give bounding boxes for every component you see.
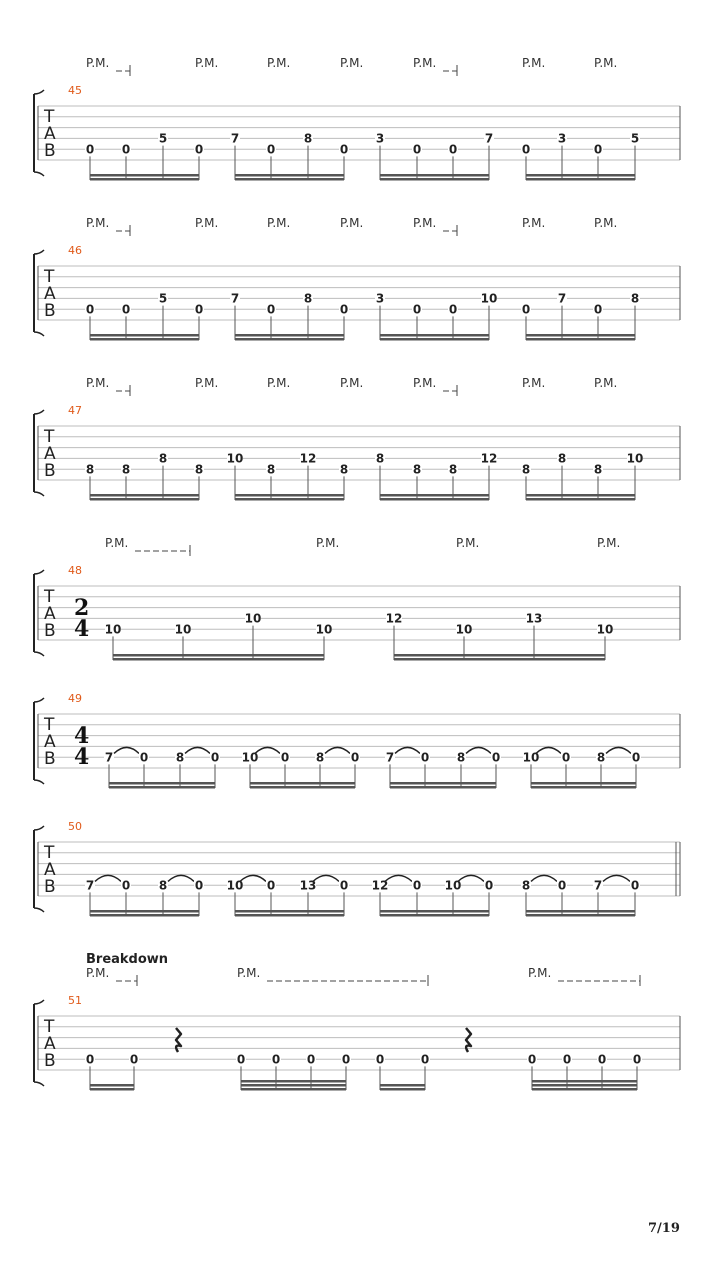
fret-number: 0 xyxy=(194,302,204,317)
fret-number: 10 xyxy=(226,451,244,466)
fret-number: 8 xyxy=(175,750,185,765)
fret-number: 0 xyxy=(121,142,131,157)
beam xyxy=(90,498,199,501)
tab-clef-letter: B xyxy=(44,141,56,161)
bracket-bottom-hook xyxy=(34,492,44,496)
beam xyxy=(250,782,355,785)
tab-clef-letter: T xyxy=(44,107,55,127)
tie-arc xyxy=(240,875,266,881)
fret-number: 0 xyxy=(375,1052,385,1067)
fret-number: 5 xyxy=(158,131,168,146)
fret-number: 3 xyxy=(557,131,567,146)
section-label: Breakdown xyxy=(86,952,169,967)
fret-number: 13 xyxy=(525,611,543,626)
time-signature-bottom: 4 xyxy=(74,616,90,642)
fret-number: 7 xyxy=(557,291,567,306)
tab-clef-letter: A xyxy=(44,1034,56,1054)
fret-number: 8 xyxy=(303,291,313,306)
tab-clef-letter: A xyxy=(44,284,56,304)
measure-number: 47 xyxy=(68,404,82,417)
tab-clef-letter: A xyxy=(44,604,56,624)
fret-number: 0 xyxy=(210,750,220,765)
fret-number: 0 xyxy=(339,878,349,893)
beam xyxy=(235,494,344,497)
fret-number: 0 xyxy=(448,302,458,317)
beam xyxy=(526,910,635,913)
fret-number: 0 xyxy=(121,878,131,893)
fret-number: 7 xyxy=(230,131,240,146)
beam xyxy=(90,914,199,917)
beam xyxy=(526,334,635,337)
fret-number: 0 xyxy=(266,878,276,893)
tab-clef-letter: B xyxy=(44,1051,56,1071)
beam xyxy=(526,338,635,341)
palm-mute-label: P.M. xyxy=(316,536,340,550)
fret-number: 0 xyxy=(266,142,276,157)
palm-mute-label: P.M. xyxy=(105,536,129,550)
beam xyxy=(526,174,635,177)
beam xyxy=(113,654,324,657)
beam xyxy=(90,1084,134,1087)
palm-mute-label: P.M. xyxy=(267,56,291,70)
tie-arc xyxy=(95,875,121,881)
fret-number: 8 xyxy=(521,462,531,477)
bracket-top-hook xyxy=(34,410,44,414)
fret-number: 0 xyxy=(631,750,641,765)
palm-mute-label: P.M. xyxy=(413,216,437,230)
palm-mute-label: P.M. xyxy=(594,56,618,70)
tie-arc xyxy=(395,747,420,753)
fret-number: 12 xyxy=(299,451,317,466)
bracket-bottom-hook xyxy=(34,652,44,656)
tab-clef-letter: B xyxy=(44,461,56,481)
fret-number: 7 xyxy=(593,878,603,893)
fret-number: 0 xyxy=(557,878,567,893)
beam xyxy=(250,786,355,789)
fret-number: 12 xyxy=(385,611,403,626)
fret-number: 8 xyxy=(303,131,313,146)
beam xyxy=(235,338,344,341)
palm-mute-label: P.M. xyxy=(522,56,546,70)
palm-mute-label: P.M. xyxy=(528,966,552,980)
fret-number: 0 xyxy=(194,878,204,893)
bracket-top-hook xyxy=(34,90,44,94)
tab-clef-letter: T xyxy=(44,1017,55,1037)
fret-number: 0 xyxy=(266,302,276,317)
tie-arc xyxy=(168,875,194,881)
bracket-top-hook xyxy=(34,698,44,702)
fret-number: 10 xyxy=(455,622,473,637)
palm-mute-label: P.M. xyxy=(413,376,437,390)
bracket-bottom-hook xyxy=(34,908,44,912)
beam xyxy=(526,178,635,181)
beam xyxy=(235,174,344,177)
tab-clef-letter: B xyxy=(44,877,56,897)
bracket-top-hook xyxy=(34,826,44,830)
palm-mute-label: P.M. xyxy=(340,56,364,70)
fret-number: 0 xyxy=(194,142,204,157)
palm-mute-label: P.M. xyxy=(86,966,110,980)
fret-number: 12 xyxy=(371,878,389,893)
beam xyxy=(380,338,489,341)
measure-number: 45 xyxy=(68,84,82,97)
fret-number: 8 xyxy=(85,462,95,477)
fret-number: 8 xyxy=(158,451,168,466)
palm-mute-label: P.M. xyxy=(522,216,546,230)
palm-mute-label: P.M. xyxy=(86,216,110,230)
fret-number: 0 xyxy=(412,878,422,893)
beam xyxy=(90,494,199,497)
tab-clef-letter: B xyxy=(44,621,56,641)
fret-number: 0 xyxy=(521,142,531,157)
beam xyxy=(235,334,344,337)
fret-number: 8 xyxy=(448,462,458,477)
fret-number: 0 xyxy=(412,302,422,317)
tie-arc xyxy=(466,747,491,753)
fret-number: 7 xyxy=(484,131,494,146)
fret-number: 8 xyxy=(158,878,168,893)
bracket-bottom-hook xyxy=(34,172,44,176)
tie-arc xyxy=(325,747,350,753)
beam xyxy=(394,658,605,661)
tab-clef-letter: T xyxy=(44,267,55,287)
fret-number: 10 xyxy=(596,622,614,637)
tie-arc xyxy=(536,747,561,753)
beam xyxy=(390,786,496,789)
fret-number: 0 xyxy=(339,142,349,157)
fret-number: 8 xyxy=(315,750,325,765)
fret-number: 8 xyxy=(456,750,466,765)
fret-number: 0 xyxy=(632,1052,642,1067)
tab-clef-letter: T xyxy=(44,843,55,863)
fret-number: 10 xyxy=(315,622,333,637)
bracket-top-hook xyxy=(34,250,44,254)
palm-mute-label: P.M. xyxy=(594,376,618,390)
beam xyxy=(380,334,489,337)
beam xyxy=(526,914,635,917)
fret-number: 0 xyxy=(562,1052,572,1067)
beam xyxy=(235,914,344,917)
fret-number: 0 xyxy=(420,750,430,765)
beam xyxy=(531,782,636,785)
fret-number: 0 xyxy=(85,302,95,317)
beam xyxy=(380,914,489,917)
beam xyxy=(241,1088,346,1091)
time-signature-bottom: 4 xyxy=(74,744,90,770)
fret-number: 8 xyxy=(593,462,603,477)
tie-arc xyxy=(385,875,412,881)
fret-number: 0 xyxy=(491,750,501,765)
beam xyxy=(90,334,199,337)
fret-number: 7 xyxy=(230,291,240,306)
fret-number: 7 xyxy=(385,750,395,765)
fret-number: 0 xyxy=(121,302,131,317)
fret-number: 0 xyxy=(306,1052,316,1067)
bracket-bottom-hook xyxy=(34,332,44,336)
fret-number: 0 xyxy=(85,1052,95,1067)
measure-number: 48 xyxy=(68,564,82,577)
fret-number: 10 xyxy=(480,291,498,306)
fret-number: 0 xyxy=(236,1052,246,1067)
beam xyxy=(394,654,605,657)
beam xyxy=(90,178,199,181)
fret-number: 10 xyxy=(522,750,540,765)
palm-mute-label: P.M. xyxy=(195,56,219,70)
measure-number: 46 xyxy=(68,244,82,257)
fret-number: 0 xyxy=(593,302,603,317)
palm-mute-label: P.M. xyxy=(237,966,261,980)
fret-number: 10 xyxy=(104,622,122,637)
fret-number: 0 xyxy=(339,302,349,317)
beam xyxy=(380,178,489,181)
fret-number: 8 xyxy=(521,878,531,893)
fret-number: 0 xyxy=(561,750,571,765)
fret-number: 3 xyxy=(375,131,385,146)
fret-number: 0 xyxy=(484,878,494,893)
fret-number: 13 xyxy=(299,878,317,893)
beam xyxy=(532,1080,637,1083)
beam xyxy=(526,498,635,501)
fret-number: 8 xyxy=(339,462,349,477)
beam xyxy=(235,178,344,181)
fret-number: 0 xyxy=(85,142,95,157)
page-number: 7/19 xyxy=(648,1221,680,1236)
beam xyxy=(109,782,215,785)
tab-clef-letter: T xyxy=(44,427,55,447)
fret-number: 8 xyxy=(557,451,567,466)
bracket-top-hook xyxy=(34,1000,44,1004)
beam xyxy=(90,338,199,341)
beam xyxy=(380,494,489,497)
palm-mute-label: P.M. xyxy=(597,536,621,550)
fret-number: 8 xyxy=(630,291,640,306)
beam xyxy=(380,174,489,177)
measure-number: 50 xyxy=(68,820,82,833)
beam xyxy=(532,1088,637,1091)
tab-clef-letter: B xyxy=(44,301,56,321)
beam xyxy=(90,174,199,177)
measure-number: 51 xyxy=(68,994,82,1007)
fret-number: 0 xyxy=(630,878,640,893)
fret-number: 10 xyxy=(626,451,644,466)
beam xyxy=(241,1084,346,1087)
palm-mute-label: P.M. xyxy=(267,376,291,390)
fret-number: 10 xyxy=(444,878,462,893)
fret-number: 5 xyxy=(158,291,168,306)
beam xyxy=(531,786,636,789)
fret-number: 8 xyxy=(266,462,276,477)
bracket-top-hook xyxy=(34,570,44,574)
fret-number: 7 xyxy=(85,878,95,893)
beam xyxy=(390,782,496,785)
palm-mute-label: P.M. xyxy=(456,536,480,550)
beam xyxy=(380,498,489,501)
fret-number: 8 xyxy=(194,462,204,477)
time-signature-top: 2 xyxy=(74,595,90,621)
tab-clef-letter: A xyxy=(44,124,56,144)
fret-number: 10 xyxy=(174,622,192,637)
beam xyxy=(241,1080,346,1083)
fret-number: 0 xyxy=(139,750,149,765)
fret-number: 0 xyxy=(597,1052,607,1067)
beam xyxy=(109,786,215,789)
fret-number: 0 xyxy=(527,1052,537,1067)
palm-mute-label: P.M. xyxy=(594,216,618,230)
beam xyxy=(380,910,489,913)
fret-number: 8 xyxy=(121,462,131,477)
fret-number: 0 xyxy=(521,302,531,317)
beam xyxy=(235,910,344,913)
bracket-bottom-hook xyxy=(34,1082,44,1086)
fret-number: 0 xyxy=(593,142,603,157)
beam xyxy=(90,1088,134,1091)
fret-number: 3 xyxy=(375,291,385,306)
palm-mute-label: P.M. xyxy=(340,376,364,390)
fret-number: 0 xyxy=(271,1052,281,1067)
beam xyxy=(380,1088,425,1091)
fret-number: 12 xyxy=(480,451,498,466)
tie-arc xyxy=(114,747,139,753)
fret-number: 0 xyxy=(280,750,290,765)
tie-arc xyxy=(185,747,210,753)
beam xyxy=(235,498,344,501)
palm-mute-label: P.M. xyxy=(86,56,110,70)
time-signature-top: 4 xyxy=(74,723,90,749)
fret-number: 8 xyxy=(596,750,606,765)
fret-number: 8 xyxy=(375,451,385,466)
palm-mute-label: P.M. xyxy=(413,56,437,70)
tab-clef-letter: B xyxy=(44,749,56,769)
palm-mute-label: P.M. xyxy=(195,376,219,390)
beam xyxy=(526,494,635,497)
fret-number: 0 xyxy=(129,1052,139,1067)
fret-number: 7 xyxy=(104,750,114,765)
beam xyxy=(113,658,324,661)
tab-clef-letter: A xyxy=(44,732,56,752)
tie-arc xyxy=(255,747,280,753)
measure-number: 49 xyxy=(68,692,82,705)
tie-arc xyxy=(531,875,557,881)
tie-arc xyxy=(313,875,339,881)
beam xyxy=(90,910,199,913)
tab-clef-letter: A xyxy=(44,860,56,880)
palm-mute-label: P.M. xyxy=(267,216,291,230)
palm-mute-label: P.M. xyxy=(522,376,546,390)
palm-mute-label: P.M. xyxy=(195,216,219,230)
tie-arc xyxy=(458,875,484,881)
palm-mute-label: P.M. xyxy=(340,216,364,230)
fret-number: 8 xyxy=(412,462,422,477)
beam xyxy=(532,1084,637,1087)
fret-number: 10 xyxy=(241,750,259,765)
tab-clef-letter: A xyxy=(44,444,56,464)
bracket-bottom-hook xyxy=(34,780,44,784)
beam xyxy=(380,1084,425,1087)
fret-number: 0 xyxy=(350,750,360,765)
fret-number: 10 xyxy=(226,878,244,893)
tie-arc xyxy=(603,875,630,881)
tie-arc xyxy=(606,747,631,753)
palm-mute-label: P.M. xyxy=(86,376,110,390)
tab-clef-letter: T xyxy=(44,715,55,735)
tab-clef-letter: T xyxy=(44,587,55,607)
fret-number: 0 xyxy=(420,1052,430,1067)
fret-number: 0 xyxy=(412,142,422,157)
fret-number: 0 xyxy=(448,142,458,157)
fret-number: 5 xyxy=(630,131,640,146)
fret-number: 0 xyxy=(341,1052,351,1067)
fret-number: 10 xyxy=(244,611,262,626)
